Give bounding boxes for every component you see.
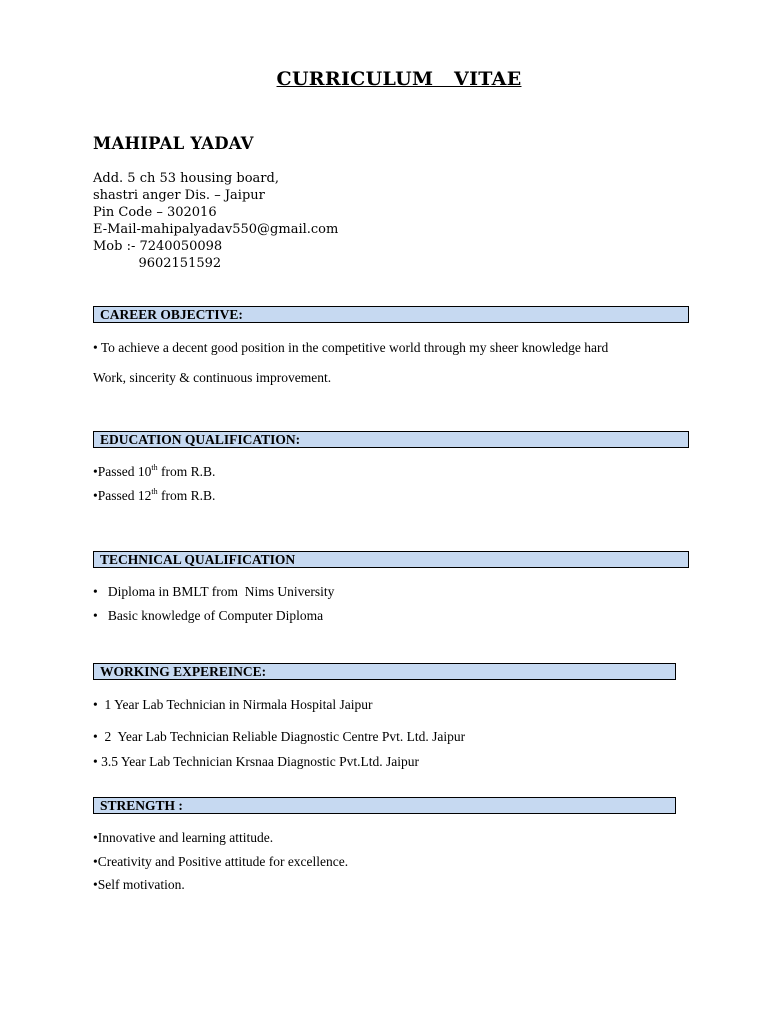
strength-item: •Creativity and Positive attitude for excellence. xyxy=(93,854,349,869)
technical-item: • Basic knowledge of Computer Diploma xyxy=(93,608,324,623)
candidate-name: MAHIPAL YADAV xyxy=(93,134,254,153)
career-objective-line-1: • To achieve a decent good position in the competitive world through my sheer knowledge hard xyxy=(93,340,609,355)
experience-item: • 2 Year Lab Technician Reliable Diagnostic Centre Pvt. Ltd. Jaipur xyxy=(93,729,466,744)
technical-heading: TECHNICAL QUALIFICATION xyxy=(93,551,689,568)
strength-heading: STRENGTH : xyxy=(93,797,676,814)
mobile-1: Mob :- 7240050098 xyxy=(93,239,223,254)
career-objective-heading: CAREER OBJECTIVE: xyxy=(93,306,689,323)
strength-item: •Innovative and learning attitude. xyxy=(93,830,274,845)
strength-item: •Self motivation. xyxy=(93,877,185,892)
email: E-Mail-mahipalyadav550@gmail.com xyxy=(93,222,339,237)
address-line-2: shastri anger Dis. – Jaipur xyxy=(93,188,265,203)
technical-item: • Diploma in BMLT from Nims University xyxy=(93,584,335,599)
document-title: CURRICULUM VITAE xyxy=(276,68,522,90)
education-heading: EDUCATION QUALIFICATION: xyxy=(93,431,689,448)
mobile-2: 9602151592 xyxy=(93,256,222,271)
education-item: •Passed 10th from R.B. xyxy=(93,463,216,479)
experience-heading: WORKING EXPEREINCE: xyxy=(93,663,676,680)
experience-item: • 3.5 Year Lab Technician Krsnaa Diagnostic Pvt.Ltd. Jaipur xyxy=(93,754,419,769)
career-objective-line-2: Work, sincerity & continuous improvement. xyxy=(93,370,332,385)
experience-item: • 1 Year Lab Technician in Nirmala Hospital Jaipur xyxy=(93,697,373,712)
pin-code: Pin Code – 302016 xyxy=(93,205,217,220)
address-line-1: Add. 5 ch 53 housing board, xyxy=(93,171,279,186)
education-item: •Passed 12th from R.B. xyxy=(93,487,216,503)
